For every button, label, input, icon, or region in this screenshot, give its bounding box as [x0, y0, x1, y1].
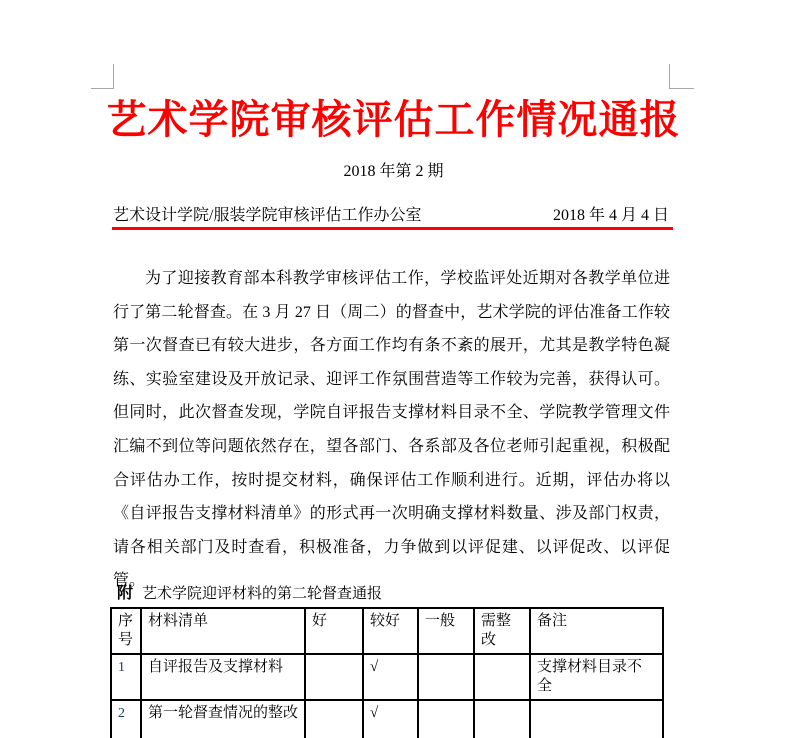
attachment-label: 附 [117, 585, 134, 602]
text-boundary-mark-left [91, 64, 114, 89]
text-boundary-mark-right [669, 64, 694, 89]
header-fairly-good: 较好 [363, 608, 418, 654]
issue-number-line: 2018 年第 2 期 [343, 163, 444, 180]
row-number: 1 [111, 654, 141, 700]
body-paragraph: 为了迎接教育部本科教学审核评估工作，学校监评处近期对各教学单位进行了第二轮督查。在 3 月 27 日（周二）的督查中，艺术学院的评估准备工作较第一次督查已有较大进步，各方面工作均有条不紊的展开，尤其是教学特色凝练、实验室建设及开放记录、迎评工作氛围营造等工作较为完善，获得认可。但同时，此次督查发现，学院自评报告支撑材料目录不全、学院教学管理文件汇编不到位等问题依然存在，望各部门、各系部及各位老师引起重视，积极配合评估办工作，按时提交材料，确保评估工作顺利进行。近期，评估办将以《自评报告支撑材料清单》的形式再一次明确支撑材料数量、涉及部门权责，请各相关部门及时查看，积极准备，力争做到以评促建、以评促改、以评促管。 [113, 270, 670, 590]
attachment-title: 艺术学院迎评材料的第二轮督查通报 [142, 586, 383, 602]
table-row [111, 700, 663, 738]
row-fairly-good-mark: √ [363, 654, 418, 700]
row-needs-rectification-mark [474, 700, 530, 738]
header-good: 好 [305, 608, 363, 654]
office-date-row [113, 202, 669, 225]
issuing-office: 艺术设计学院/服装学院审核评估工作办公室 [113, 207, 422, 224]
row-remark: 支撑材料目录不全 [530, 654, 663, 700]
table-header-row [111, 608, 663, 654]
attachment-line [117, 580, 382, 603]
row-fairly-good-mark: √ [363, 700, 418, 738]
header-material-list: 材料清单 [141, 608, 305, 654]
row-needs-rectification-mark [474, 654, 530, 700]
row-number: 2 [111, 700, 141, 738]
page-title: 艺术学院审核评估工作情况通报 [106, 97, 681, 142]
inspection-table [110, 607, 664, 738]
table-row [111, 654, 663, 700]
row-item: 自评报告及支撑材料 [141, 654, 305, 700]
row-good-mark [305, 700, 363, 738]
issue-date: 2018 年 4 月 4 日 [552, 207, 669, 224]
row-average-mark [418, 654, 474, 700]
red-divider-rule [112, 227, 673, 230]
row-remark [530, 700, 663, 738]
header-remarks: 备注 [530, 608, 663, 654]
row-average-mark [418, 700, 474, 738]
header-serial-number: 序号 [111, 608, 141, 654]
row-item: 第一轮督查情况的整改 [141, 700, 305, 738]
row-good-mark [305, 654, 363, 700]
header-needs-rectification: 需整改 [474, 608, 530, 654]
header-average: 一般 [418, 608, 474, 654]
